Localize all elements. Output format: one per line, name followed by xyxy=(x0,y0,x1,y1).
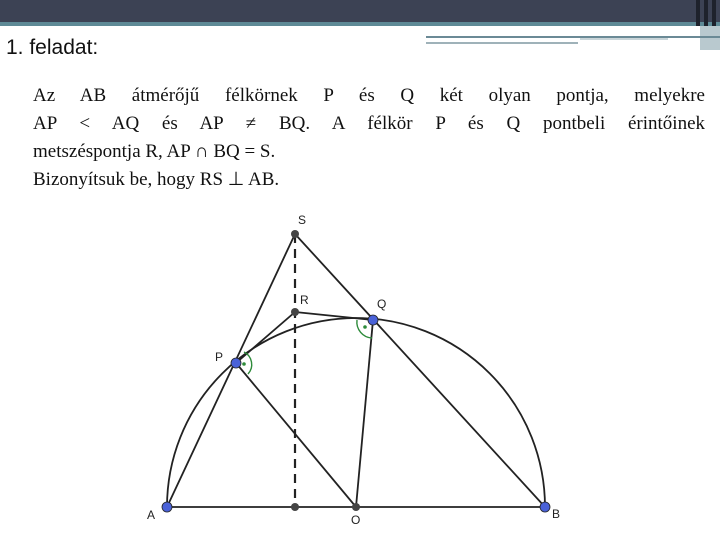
right-angle-dot-Q xyxy=(363,325,367,329)
label-O: O xyxy=(351,513,361,527)
line-AS xyxy=(167,234,295,507)
problem-line-3: metszéspontja R, AP ∩ BQ = S. xyxy=(33,141,276,162)
point-B xyxy=(540,502,550,512)
label-S: S xyxy=(298,213,307,227)
line-BS xyxy=(295,234,545,507)
label-Q: Q xyxy=(377,297,387,311)
point-A xyxy=(162,502,172,512)
point-S xyxy=(291,230,299,238)
slide-title: 1. feladat: xyxy=(6,36,99,59)
point-O xyxy=(352,503,360,511)
right-angle-dot-P xyxy=(242,362,246,366)
point-R xyxy=(291,308,299,316)
label-B: B xyxy=(552,507,561,521)
label-P: P xyxy=(215,350,224,364)
problem-line-2: AP < AQ és AP ≠ BQ. A félkör P és Q pontbeli érintőinek xyxy=(33,113,705,134)
segment-QO xyxy=(356,320,373,507)
tangent-PR xyxy=(236,312,295,363)
label-R: R xyxy=(300,293,309,307)
point-Q xyxy=(368,315,378,325)
label-A: A xyxy=(147,508,156,522)
problem-line-4: Bizonyítsuk be, hogy RS ⊥ AB. xyxy=(33,169,280,190)
semicircle xyxy=(167,318,545,507)
point-foot xyxy=(291,503,299,511)
problem-line-1: Az AB átmérőjű félkörnek P és Q két olyan pontja, melyekre xyxy=(33,85,705,106)
point-P xyxy=(231,358,241,368)
